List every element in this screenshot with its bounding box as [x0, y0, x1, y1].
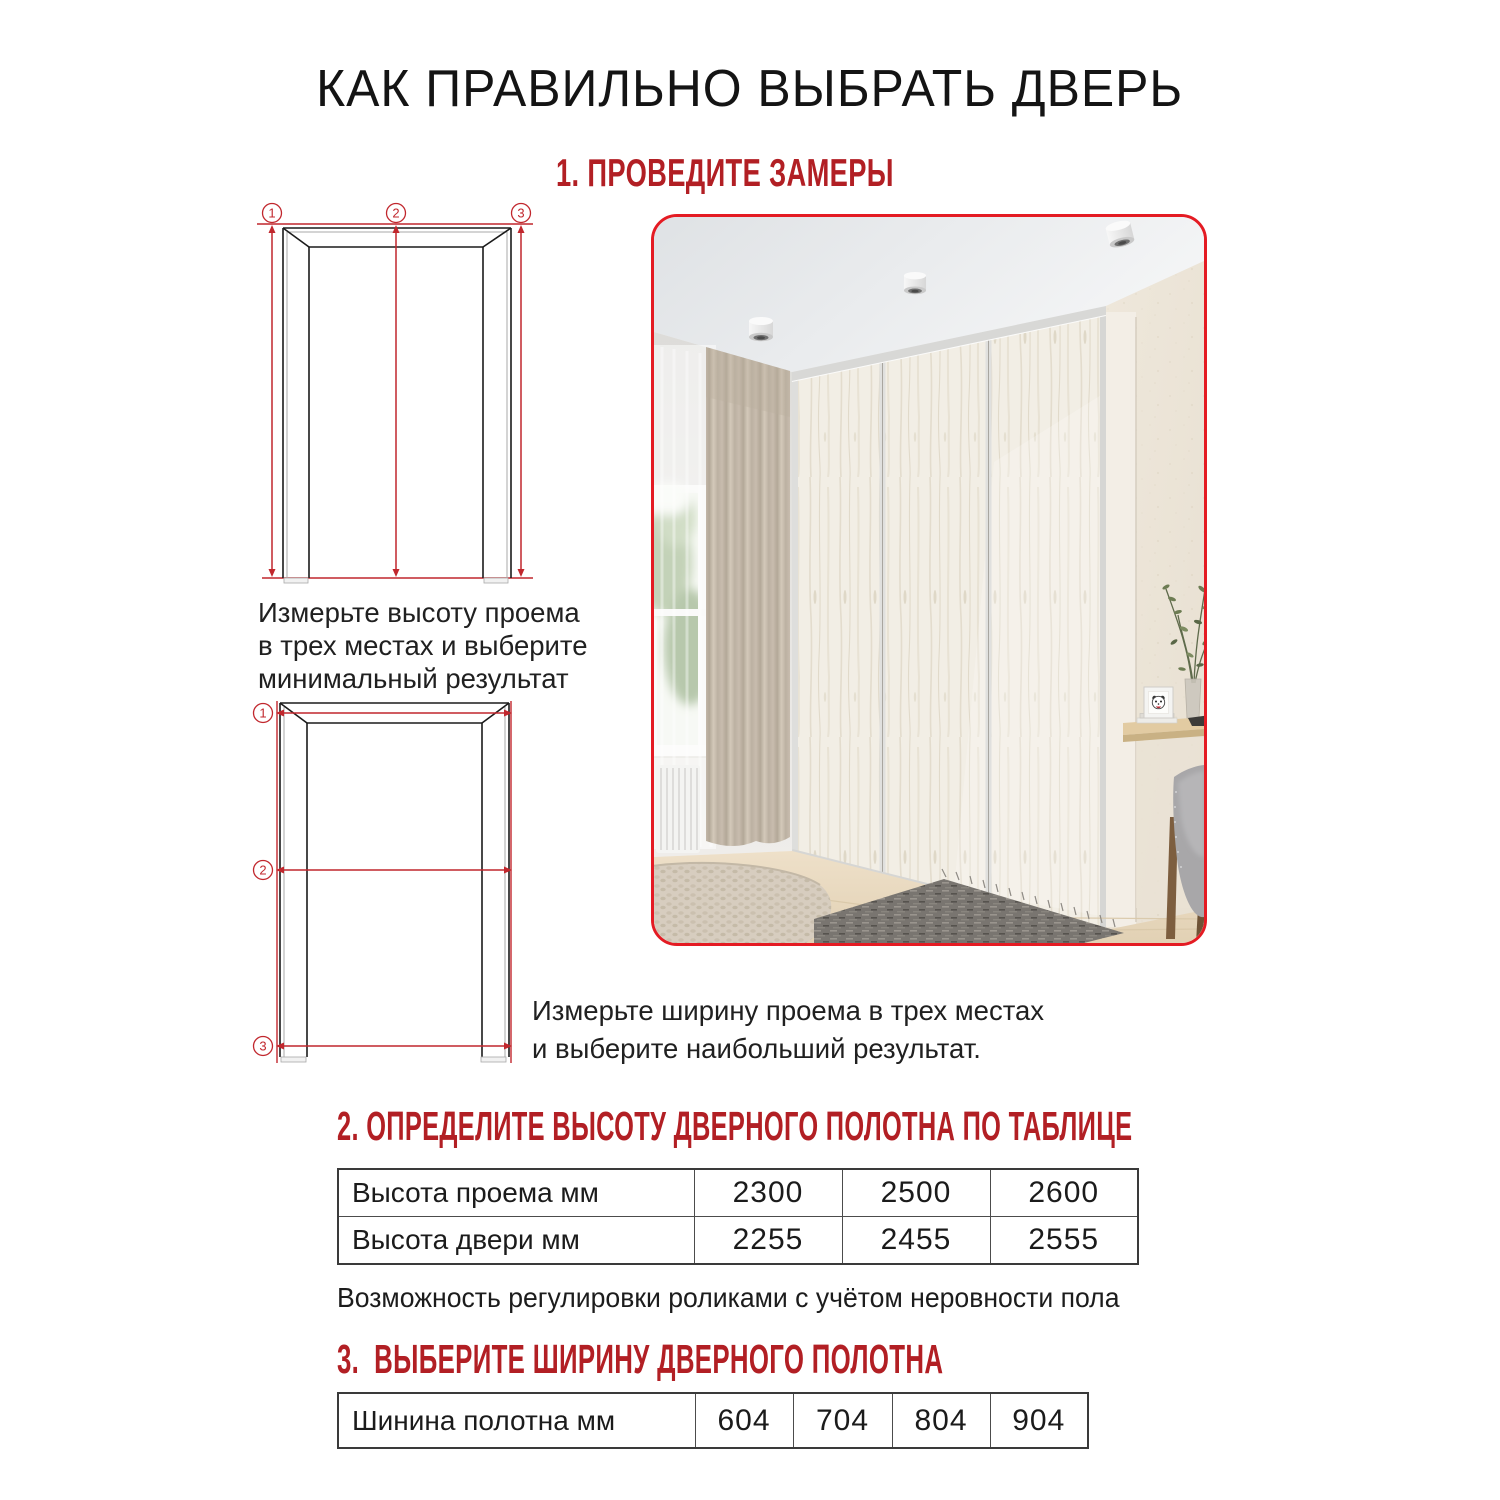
section1-heading: 1. ПРОВЕДИТЕ ЗАМЕРЫ — [556, 152, 894, 195]
table-row — [338, 1217, 1138, 1265]
door-height-table — [337, 1168, 1139, 1265]
door-height-value: 2555 — [990, 1217, 1138, 1265]
opening-height-value: 2500 — [842, 1169, 990, 1217]
section3-heading: 3. ВЫБЕРИТЕ ШИРИНУ ДВЕРНОГО ПОЛОТНА — [337, 1336, 944, 1382]
sliding-wardrobe — [792, 306, 1106, 933]
height-arrows — [269, 225, 525, 577]
marker-3: 3 — [517, 205, 525, 221]
row-label: Высота проема мм — [338, 1169, 694, 1217]
door-width-measurement-diagram — [245, 695, 535, 1075]
door-height-value: 2455 — [842, 1217, 990, 1265]
measurement-lines — [277, 701, 511, 1063]
door-height-measurement-diagram — [240, 195, 540, 595]
row-label: Шинина полотна мм — [338, 1393, 695, 1448]
marker-2: 2 — [259, 862, 267, 878]
measurement-markers — [254, 704, 273, 1056]
niche-wall-column — [1106, 312, 1136, 927]
opening-height-value: 2600 — [990, 1169, 1138, 1217]
room-scene — [654, 217, 1204, 943]
ceiling-light-2 — [904, 272, 926, 294]
panda-picture-frame — [1144, 687, 1173, 718]
door-width-value: 704 — [793, 1393, 892, 1448]
door-frame-feet — [284, 578, 508, 583]
wardrobe-room-photo — [651, 214, 1207, 946]
drape-curtains — [706, 347, 790, 846]
door-width-value: 604 — [695, 1393, 793, 1448]
ceiling-light-1 — [749, 317, 773, 341]
measurement-lines — [257, 224, 533, 578]
measurement-markers — [263, 204, 531, 223]
width-arrows — [276, 710, 512, 1050]
door-width-table — [337, 1392, 1089, 1449]
table-row — [338, 1393, 1088, 1448]
door-width-value: 804 — [892, 1393, 990, 1448]
door-frame-feet — [281, 1057, 506, 1062]
marker-1: 1 — [259, 705, 267, 721]
door-frame-depth-lines — [284, 707, 505, 1057]
panda-drawing — [1152, 696, 1164, 709]
door-height-value: 2255 — [694, 1217, 842, 1265]
marker-1: 1 — [268, 205, 276, 221]
door-width-value: 904 — [990, 1393, 1088, 1448]
door-frame — [280, 703, 509, 1057]
section2-heading: 2. ОПРЕДЕЛИТЕ ВЫСОТУ ДВЕРНОГО ПОЛОТНА ПО ТАБЛИЦЕ — [337, 1103, 1133, 1149]
glass-vase — [1185, 679, 1201, 718]
height-diagram-caption: Измерьте высоту проема в трех местах и выберите минимальный результат — [258, 597, 588, 694]
table-row — [338, 1169, 1138, 1217]
opening-height-value: 2300 — [694, 1169, 842, 1217]
rollers-adjustment-note: Возможность регулировки роликами с учётом неровности пола — [337, 1282, 1120, 1313]
page-title: КАК ПРАВИЛЬНО ВЫБРАТЬ ДВЕРЬ — [316, 60, 1184, 118]
radiator — [656, 765, 700, 853]
marker-2: 2 — [392, 205, 400, 221]
door-frame — [283, 228, 511, 578]
door-frame-depth-lines — [287, 232, 507, 578]
row-label: Высота двери мм — [338, 1217, 694, 1265]
width-diagram-caption: Измерьте ширину проема в трех местах и выберите наибольший результат. — [532, 995, 1045, 1064]
marker-3: 3 — [259, 1038, 267, 1054]
